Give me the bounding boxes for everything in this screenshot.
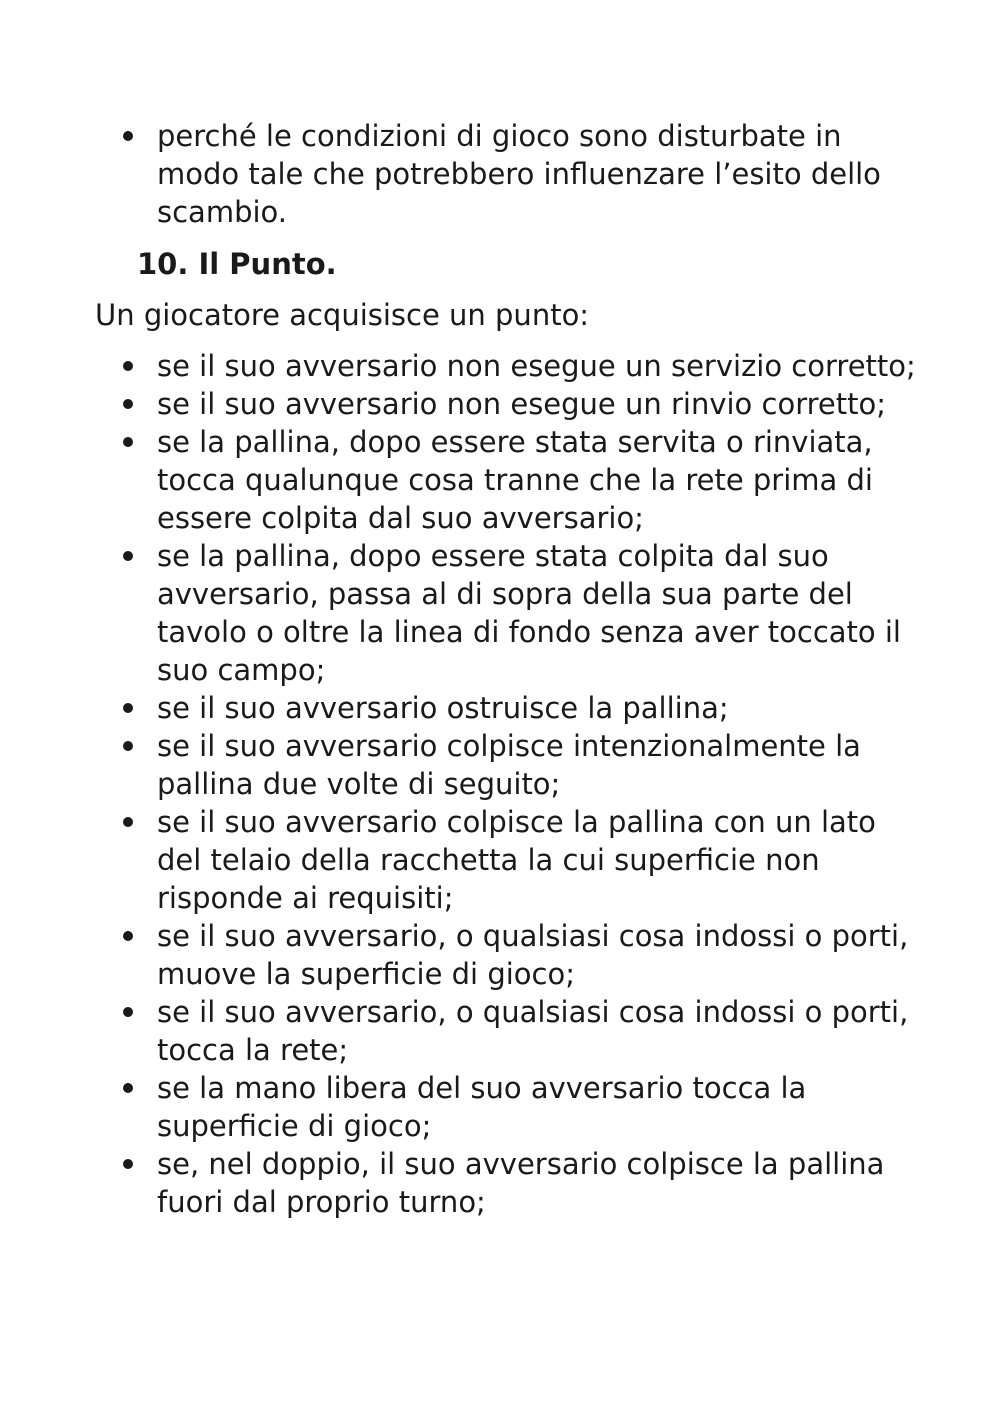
- list-item-text: se la mano libera del suo avversario tocca la superficie di gioco;: [157, 1071, 807, 1143]
- bullet-icon: [123, 399, 133, 409]
- bullet-icon: [123, 551, 133, 561]
- bullet-icon: [123, 817, 133, 827]
- list-item: [0, 689, 1000, 727]
- list-item-text: se il suo avversario colpisce intenzionalmente la pallina due volte di seguito;: [157, 729, 861, 801]
- section-heading: 10. Il Punto.: [137, 247, 337, 281]
- bullet-icon: [123, 703, 133, 713]
- bullet-icon: [123, 1083, 133, 1093]
- list-item: [0, 993, 1000, 1069]
- list-item: [0, 803, 1000, 917]
- list-item: [0, 347, 1000, 385]
- list-item: [0, 117, 1000, 231]
- list-item-text: se il suo avversario non esegue un servizio corretto;: [157, 349, 916, 383]
- bullet-icon: [123, 1159, 133, 1169]
- bullet-icon: [123, 361, 133, 371]
- list-item-text: se il suo avversario colpisce la pallina con un lato del telaio della racchetta la cui superficie non risponde ai requisiti;: [157, 805, 876, 915]
- list-item-text: se il suo avversario non esegue un rinvio corretto;: [157, 387, 886, 421]
- bullet-icon: [123, 1007, 133, 1017]
- list-item-text: se la pallina, dopo essere stata servita o rinviata, tocca qualunque cosa tranne che la rete prima di essere colpita dal suo avversario;: [157, 425, 873, 535]
- list-item: [0, 727, 1000, 803]
- list-item: [0, 1145, 1000, 1221]
- bullet-icon: [123, 437, 133, 447]
- section-intro: Un giocatore acquisisce un punto:: [95, 298, 590, 332]
- list-item-text: se il suo avversario, o qualsiasi cosa indossi o porti, tocca la rete;: [157, 995, 909, 1067]
- list-item: [0, 537, 1000, 689]
- list-item: [0, 917, 1000, 993]
- point-rules-list: [0, 347, 1000, 1221]
- list-item: [0, 423, 1000, 537]
- list-item: [0, 1069, 1000, 1145]
- list-item-text: perché le condizioni di gioco sono disturbate in modo tale che potrebbero influenzare l’esito dello scambio.: [157, 119, 881, 229]
- list-item-text: se il suo avversario ostruisce la pallina;: [157, 691, 729, 725]
- list-item-text: se il suo avversario, o qualsiasi cosa indossi o porti, muove la superficie di gioco;: [157, 919, 909, 991]
- list-item-text: se la pallina, dopo essere stata colpita dal suo avversario, passa al di sopra della sua parte del tavolo o oltre la linea di fondo senza aver toccato il suo campo;: [157, 539, 901, 687]
- bullet-icon: [123, 931, 133, 941]
- continued-bullet-list: [0, 117, 1000, 231]
- bullet-icon: [123, 131, 133, 141]
- list-item-text: se, nel doppio, il suo avversario colpisce la pallina fuori dal proprio turno;: [157, 1147, 885, 1219]
- bullet-icon: [123, 741, 133, 751]
- list-item: [0, 385, 1000, 423]
